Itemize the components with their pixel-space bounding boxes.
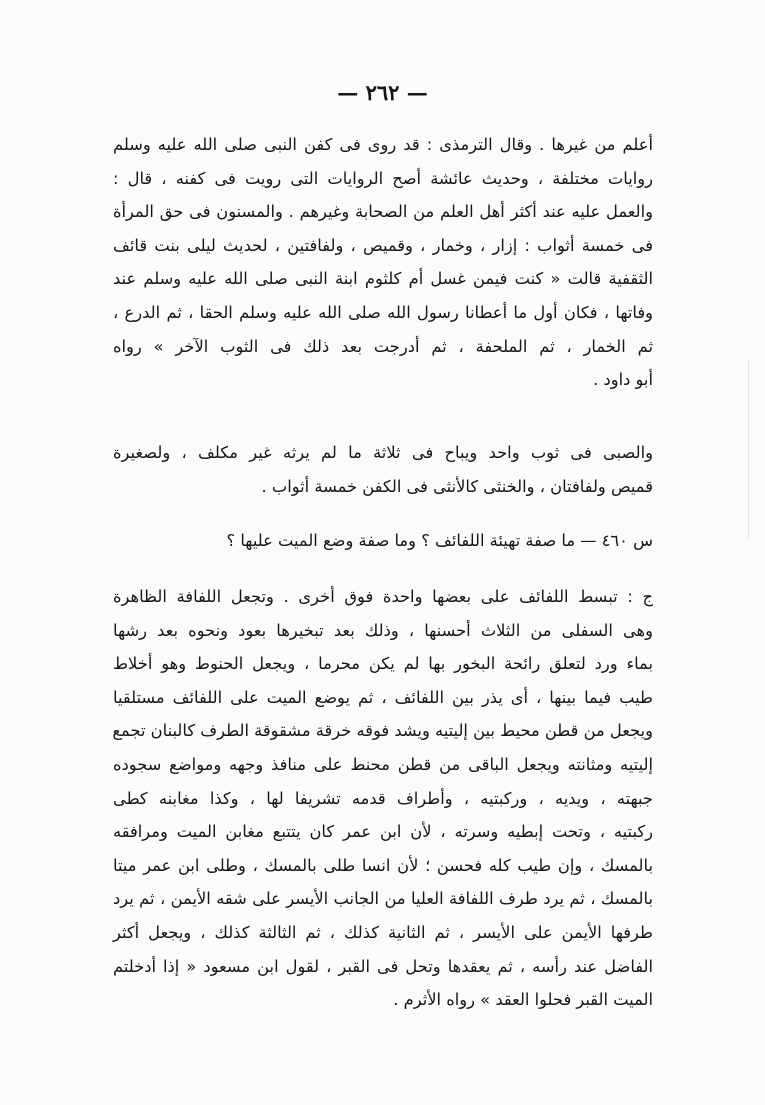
- text-line: وهى السفلى من الثلاث أحسنها ، وذلك بعد تبخيرها بعود ونحوه بعد رشها: [113, 620, 653, 640]
- text-line: بماء ورد لتعلق رائحة البخور بها لم يكن محرما ، ويجعل الحنوط وهو أخلاط: [113, 654, 653, 674]
- page-number: — ٢٦٢ —: [337, 80, 428, 105]
- text-line: بالمسك ، وإن طيب كله فحسن ؛ لأن انسا طلى بالمسك ، وطلى ابن عمر ميتا: [113, 855, 653, 875]
- text-line: ويجعل من قطن محيط بين إليتيه ويشد فوقه خرقة مشقوقة الطرف كالبنان تجمع: [112, 721, 653, 741]
- text-line: والصبى فى ثوب واحد ويباح فى ثلاثة ما لم يرثه غير مكلف ، ولصغيرة: [113, 443, 653, 462]
- text-line: الفاضل عند رأسه ، ثم يعقدها وتحل فى القبر ، لقول ابن مسعود « إذا أدخلتم: [113, 956, 653, 976]
- text-line: بالمسك ، ثم يرد طرف اللفافة العليا من الجانب الأيسر على شقه الأيمن ، ثم يرد: [113, 889, 653, 909]
- text-line: ج : تبسط اللفائف على بعضها واحدة فوق أخرى . وتجعل اللفافة الظاهرة: [113, 587, 653, 606]
- answer-paragraph: [113, 580, 653, 1017]
- text-line: إليتيه ومثانته ويجعل الباقى من قطن محنط على منافذ وجهه ومواضع سجوده: [113, 754, 653, 774]
- text-line: روايات مختلفة ، وحديث عائشة أصح الروايات التى رويت فى كفنه ، قال :: [113, 168, 653, 188]
- text-line: وفاتها ، فكان أول ما أعطانا رسول الله صلى الله عليه وسلم الحقا ، ثم الدرع ،: [113, 302, 653, 322]
- text-line: أعلم من غيرها . وقال الترمذى : قد روى فى كفن النبى صلى الله عليه وسلم: [113, 135, 653, 154]
- text-line: والعمل عليه عند أكثر أهل العلم من الصحابة وغيرهم . والمسنون فى حق المرأة: [113, 202, 653, 222]
- scan-edge-mark: [748, 360, 749, 540]
- text-line: ركبتيه ، وتحت إبطيه وسرته ، لأن ابن عمر كان يتتبع مغابن الميت ومرافقه: [113, 822, 653, 842]
- text-line: جبهته ، ويديه ، وركبتيه ، وأطراف قدمه تشريفا لها ، وكذا مغابنه كطى: [113, 788, 653, 808]
- text-line: طيب فيما بينها ، أى يذر بين اللفائف ، ثم يوضع الميت على اللفائف مستلقيا: [113, 687, 653, 707]
- text-line: طرفها الأيمن على الأيسر ، ثم الثانية كذلك ، ثم الثالثة كذلك ، ويجعل أكثر: [113, 922, 653, 942]
- text-line: الثقفية قالت « كنت فيمن غسل أم كلثوم ابنة النبى صلى الله عليه وسلم عند: [113, 269, 653, 289]
- text-line: قميص ولفافتان ، والخنثى كالأنثى فى الكفن خمسة أثواب .: [261, 476, 653, 496]
- paragraph-shrouding-women: [113, 128, 653, 397]
- text-line: أبو داود .: [593, 370, 653, 390]
- question-heading: [113, 524, 653, 558]
- paragraph-child-shroud: [113, 436, 653, 503]
- text-line: فى خمسة أثواب : إزار ، وخمار ، وقميص ، ولفافتين ، لحديث ليلى بنت قائف: [113, 235, 653, 255]
- question-line: س ٤٦٠ — ما صفة تهيئة اللفائف ؟ وما صفة وضع الميت عليها ؟: [226, 531, 653, 550]
- text-line: ثم الخمار ، ثم الملحفة ، ثم أدرجت بعد ذلك فى الثوب الآخر » رواه: [113, 336, 653, 356]
- text-line: الميت القبر فحلوا العقد » رواه الأثرم .: [393, 990, 653, 1010]
